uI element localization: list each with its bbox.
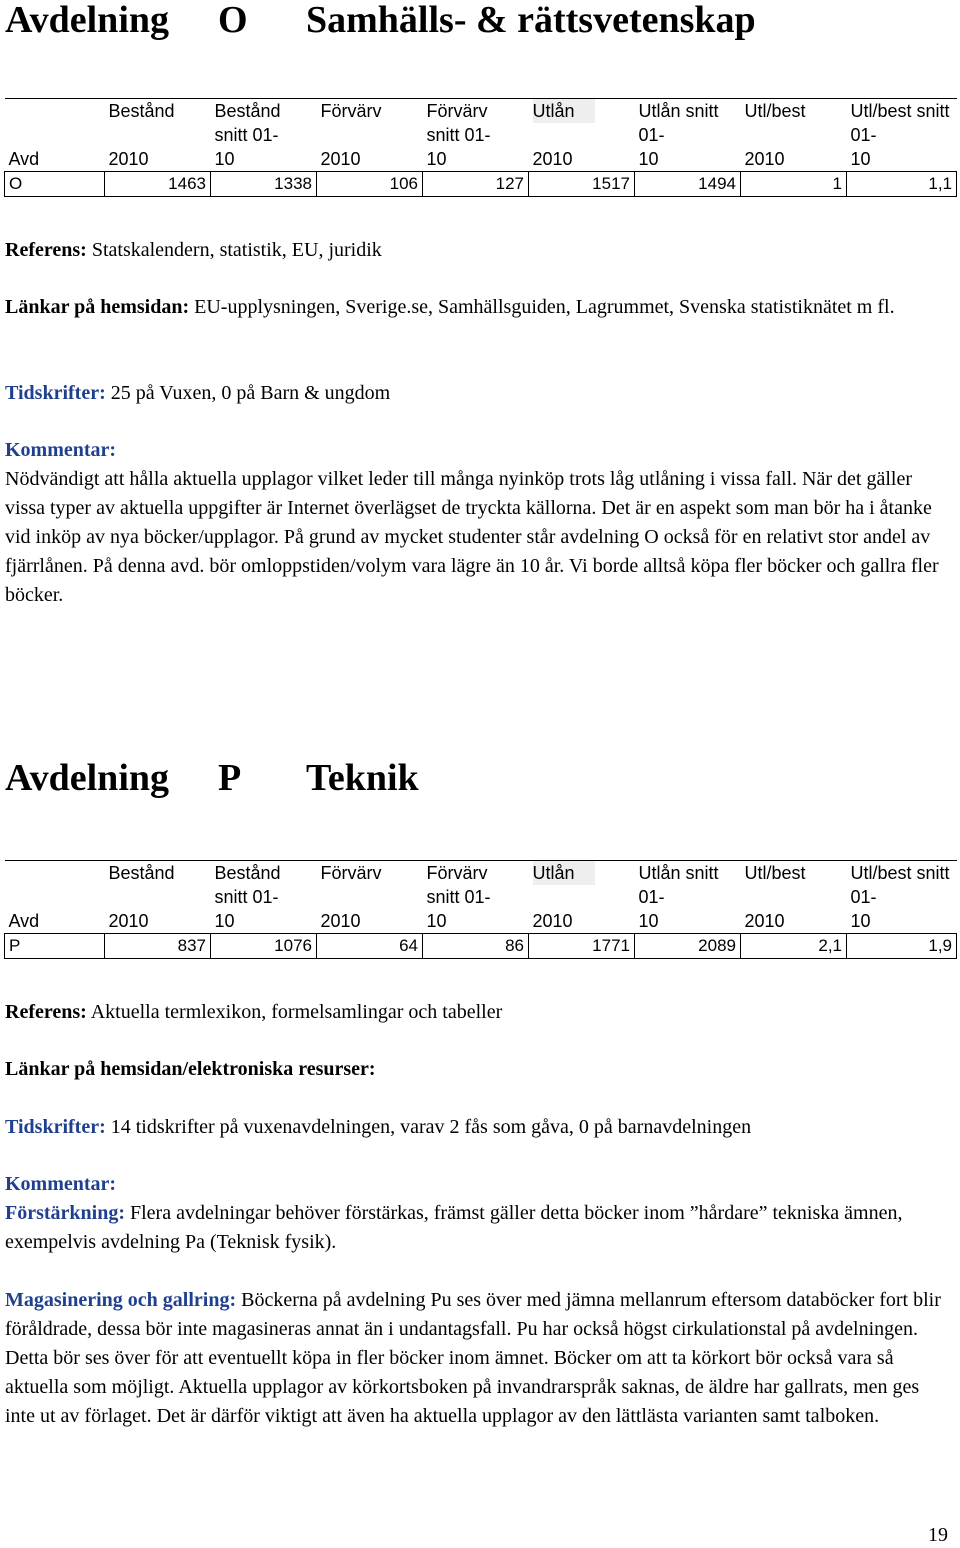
header-bottom: 2010 bbox=[320, 149, 361, 169]
header-bottom: 2010 bbox=[532, 911, 573, 931]
section-p-lankar bbox=[5, 1055, 950, 1084]
section-p-heading bbox=[5, 758, 419, 798]
lankar-label: Länkar på hemsidan/elektroniska resurser: bbox=[5, 1058, 376, 1080]
lankar-label: Länkar på hemsidan: bbox=[5, 296, 190, 318]
table-cell: 1 bbox=[741, 172, 847, 197]
header-top: Bestånd snitt 01- bbox=[214, 101, 281, 145]
header-bottom: 10 bbox=[214, 911, 235, 931]
section-p-tidskrifter bbox=[5, 1113, 950, 1142]
tidskrifter-label: Tidskrifter: bbox=[5, 1116, 106, 1138]
referens-label: Referens: bbox=[5, 239, 87, 261]
section-p-magasinering bbox=[5, 1286, 950, 1431]
section-p-forstarkning bbox=[5, 1199, 950, 1257]
section-p-stats-table bbox=[4, 860, 957, 959]
section-o-kommentar-text: Nödvändigt att hålla aktuella upplagor vilket leder till många nyinköp trots låg utlåning i vissa fall. När det gäller vissa typer av aktuella uppgifter är Internet överlägset de tryckta källorna. Det är en aspekt som man bör ha i åtanke vid inköp av nya böcker/upplagor. På grund av mycket studenter står avdelning O också för en relativt stor andel av fjärrlånen. På denna avd. bör omloppstiden/volym vara lägre än 10 år. Vi borde alltså köpa fler böcker och gallra fler böcker. bbox=[5, 468, 939, 606]
page-number: 19 bbox=[928, 1524, 948, 1546]
table-cell: 106 bbox=[317, 172, 423, 197]
header-bottom: 10 bbox=[426, 911, 447, 931]
forstarkning-label: Förstärkning: bbox=[5, 1202, 125, 1224]
header-top: Förvärv snitt 01- bbox=[426, 863, 491, 907]
header-top: Utl/best snitt 01- bbox=[850, 863, 950, 907]
header-top: Utlån snitt 01- bbox=[638, 863, 719, 907]
heading-letter: O bbox=[218, 0, 248, 41]
tidskrifter-text: 14 tidskrifter på vuxenavdelningen, varav 2 fås som gåva, 0 på barnavdelningen bbox=[110, 1116, 752, 1138]
table-cell: 1076 bbox=[211, 934, 317, 959]
referens-label: Referens: bbox=[5, 1001, 87, 1023]
header-top: Förvärv snitt 01- bbox=[426, 101, 491, 145]
table-cell: 64 bbox=[317, 934, 423, 959]
table-cell: 1463 bbox=[105, 172, 211, 197]
section-o-heading bbox=[5, 0, 756, 40]
header-utlan bbox=[529, 99, 635, 172]
header-bestand-snitt bbox=[211, 99, 317, 172]
section-o-referens bbox=[5, 236, 950, 265]
referens-text: Statskalendern, statistik, EU, juridik bbox=[91, 239, 382, 261]
header-label: Avd bbox=[8, 911, 40, 931]
table-cell: 1,1 bbox=[847, 172, 957, 197]
heading-title: Samhälls- & rättsvetenskap bbox=[306, 0, 756, 41]
section-o-stats-table bbox=[4, 98, 957, 197]
table-cell: 1771 bbox=[529, 934, 635, 959]
header-top: Bestånd bbox=[108, 863, 175, 883]
forstarkning-text: Flera avdelningar behöver förstärkas, främst gäller detta böcker inom ”hårdare” tekniska ämnen, exempelvis avdelning Pa (Teknisk fysik). bbox=[5, 1202, 903, 1253]
table-cell: 837 bbox=[105, 934, 211, 959]
magasinering-text: Böckerna på avdelning Pu ses över med jämna mellanrum eftersom databöcker fort blir föråldrade, dessa bör inte magasineras annat än i undantagsfall. Pu har också högst cirkulationstal på avdelningen. Detta bör ses över för att eventuellt köpa in fler böcker inom ämnet. Böcker om att ta körkort bör också vara så aktuella som möjligt. Aktuella upplagor av körkortsboken på invandrarspråk saknas, de äldre har gallrats, men ges inte ut av förlaget. Det är därför viktigt att även ha aktuella upplagor av den lättlästa varianten samt talboken. bbox=[5, 1289, 941, 1427]
table-cell: O bbox=[5, 172, 105, 197]
section-p-referens bbox=[5, 998, 950, 1027]
magasinering-label: Magasinering och gallring: bbox=[5, 1289, 237, 1311]
kommentar-label: Kommentar: bbox=[5, 439, 117, 461]
header-utl-best-snitt bbox=[847, 99, 957, 172]
header-forvarv-snitt bbox=[423, 861, 529, 934]
header-avd bbox=[5, 99, 105, 172]
heading-letter: P bbox=[218, 757, 242, 799]
header-bestand bbox=[105, 861, 211, 934]
table-header-row bbox=[5, 99, 957, 172]
header-utlan-snitt bbox=[635, 99, 741, 172]
table-cell: 2089 bbox=[635, 934, 741, 959]
table-cell: 86 bbox=[423, 934, 529, 959]
header-bottom: 10 bbox=[214, 149, 235, 169]
header-bottom: 2010 bbox=[108, 911, 149, 931]
table-cell: 127 bbox=[423, 172, 529, 197]
header-bestand bbox=[105, 99, 211, 172]
header-utl-best-snitt bbox=[847, 861, 957, 934]
header-top: Utlån bbox=[533, 99, 595, 123]
table-cell: 1517 bbox=[529, 172, 635, 197]
tidskrifter-text: 25 på Vuxen, 0 på Barn & ungdom bbox=[110, 382, 391, 404]
header-bestand-snitt bbox=[211, 861, 317, 934]
header-bottom: 2010 bbox=[320, 911, 361, 931]
header-utl-best bbox=[741, 861, 847, 934]
table-row bbox=[5, 934, 957, 959]
table-cell: P bbox=[5, 934, 105, 959]
header-label: Avd bbox=[8, 149, 40, 169]
header-top: Utl/best snitt 01- bbox=[850, 101, 950, 145]
heading-title: Teknik bbox=[306, 757, 419, 799]
header-top: Bestånd snitt 01- bbox=[214, 863, 281, 907]
header-utlan-snitt bbox=[635, 861, 741, 934]
kommentar-label: Kommentar: bbox=[5, 1173, 117, 1195]
header-bottom: 10 bbox=[426, 149, 447, 169]
referens-text: Aktuella termlexikon, formelsamlingar och tabeller bbox=[90, 1001, 503, 1023]
table-header-row bbox=[5, 861, 957, 934]
header-top: Utl/best bbox=[744, 101, 806, 121]
header-bottom: 2010 bbox=[744, 911, 785, 931]
header-top: Utlån bbox=[533, 861, 595, 885]
header-bottom: 10 bbox=[850, 911, 871, 931]
header-top: Bestånd bbox=[108, 101, 175, 121]
heading-avdelning: Avdelning bbox=[5, 0, 170, 41]
table-cell: 1494 bbox=[635, 172, 741, 197]
header-top: Utl/best bbox=[744, 863, 806, 883]
section-o-tidskrifter bbox=[5, 379, 950, 408]
header-bottom: 10 bbox=[638, 911, 659, 931]
header-utl-best bbox=[741, 99, 847, 172]
tidskrifter-label: Tidskrifter: bbox=[5, 382, 106, 404]
header-avd bbox=[5, 861, 105, 934]
header-bottom: 10 bbox=[638, 149, 659, 169]
section-o-kommentar-label bbox=[5, 436, 950, 465]
header-bottom: 2010 bbox=[744, 149, 785, 169]
header-top: Utlån snitt 01- bbox=[638, 101, 719, 145]
section-o-lankar bbox=[5, 293, 950, 322]
header-utlan bbox=[529, 861, 635, 934]
header-top: Förvärv bbox=[320, 101, 382, 121]
section-p-kommentar-label bbox=[5, 1170, 950, 1199]
header-top: Förvärv bbox=[320, 863, 382, 883]
table-cell: 1,9 bbox=[847, 934, 957, 959]
header-forvarv bbox=[317, 861, 423, 934]
table-cell: 1338 bbox=[211, 172, 317, 197]
lankar-text: EU-upplysningen, Sverige.se, Samhällsguiden, Lagrummet, Svenska statistiknätet m fl. bbox=[194, 296, 895, 318]
heading-avdelning: Avdelning bbox=[5, 757, 170, 799]
header-bottom: 2010 bbox=[108, 149, 149, 169]
header-bottom: 10 bbox=[850, 149, 871, 169]
header-forvarv bbox=[317, 99, 423, 172]
header-bottom: 2010 bbox=[532, 149, 573, 169]
table-cell: 2,1 bbox=[741, 934, 847, 959]
table-row bbox=[5, 172, 957, 197]
header-forvarv-snitt bbox=[423, 99, 529, 172]
